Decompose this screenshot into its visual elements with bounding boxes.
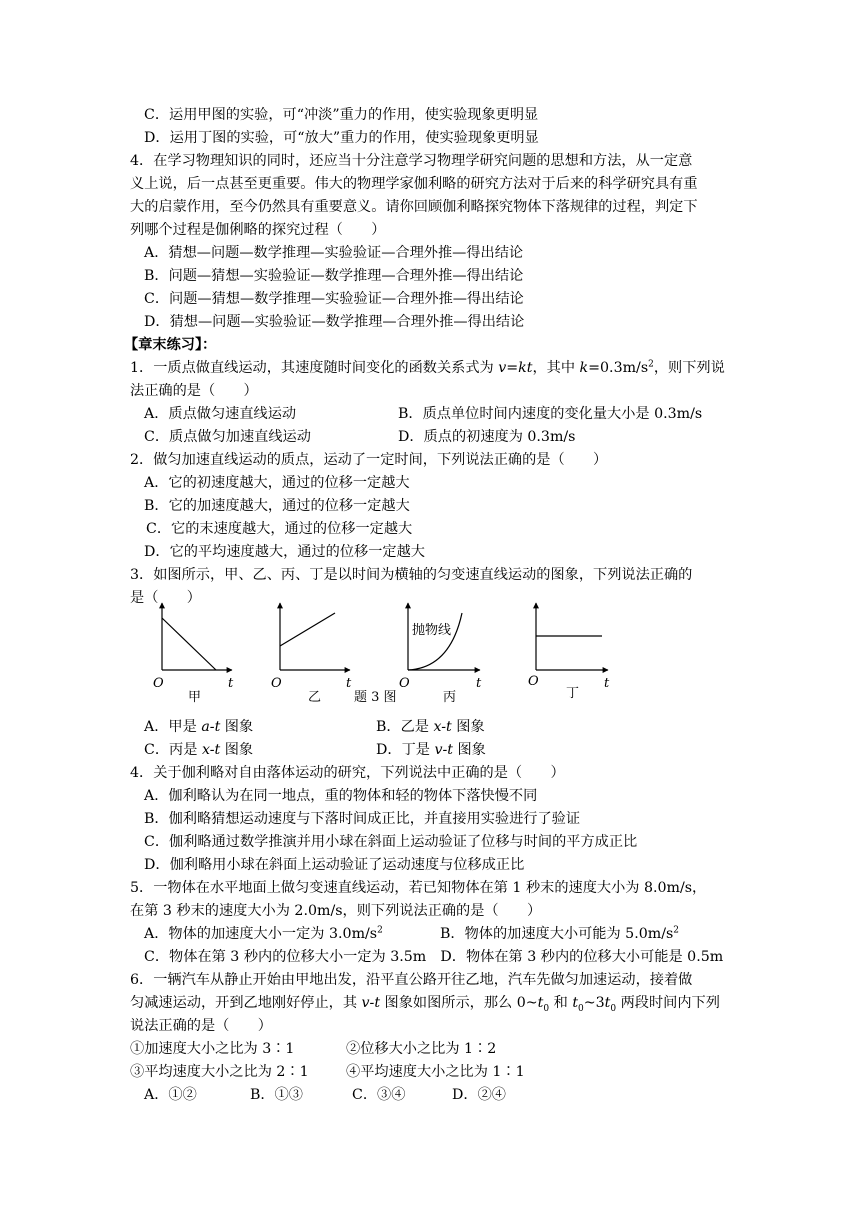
graph-jia-line bbox=[162, 618, 216, 670]
q1-superscript: 2 bbox=[648, 359, 654, 370]
graph-yi-line bbox=[280, 613, 335, 646]
text-line: 5．一物体在水平地面上做匀变速直线运动，若已知物体在第 1 秒末的速度大小为 8.0m/s， bbox=[130, 880, 707, 896]
q3-opt-d-tail: 图象 bbox=[452, 742, 486, 758]
q3-opt-b: B．乙是 bbox=[376, 719, 434, 735]
option-line: A．①② bbox=[144, 1087, 197, 1103]
section-heading: 【章末练习】： bbox=[124, 337, 217, 353]
q3-opt-b-tail: 图象 bbox=[451, 719, 485, 735]
option-line bbox=[144, 717, 253, 737]
axis-t-label: t bbox=[228, 676, 234, 691]
graph-figure bbox=[150, 598, 630, 708]
question-1-line bbox=[130, 358, 725, 378]
q6-sub: 0 bbox=[578, 1003, 584, 1014]
text-line: 2．做匀加速直线运动的质点，运动了一定时间，下列说法正确的是（ ） bbox=[130, 452, 608, 468]
question-6-line bbox=[130, 993, 720, 1019]
option-line: A．质点做匀速直线运动 bbox=[144, 406, 297, 422]
axis-t-label: t bbox=[476, 676, 482, 691]
graph-jia bbox=[162, 603, 232, 670]
q1-text-c: =0.3m/s bbox=[588, 360, 649, 376]
q3-opt-d-var: v-t bbox=[434, 742, 453, 758]
text-line: C．运用甲图的实验，可“冲淡”重力的作用，使实验现象更明显 bbox=[144, 107, 539, 123]
q6-vt: v-t bbox=[361, 995, 381, 1011]
option-line: C．物体在第 3 秒内的位移大小一定为 3.5m D．物体在第 3 秒内的位移大小可能是 0.5m bbox=[144, 949, 724, 965]
q3-opt-a-var: a-t bbox=[201, 719, 221, 735]
graph-yi-label: 乙 bbox=[308, 690, 322, 705]
graph-bing-label: 丙 bbox=[443, 690, 457, 705]
q6-t: t bbox=[572, 995, 579, 1011]
q1-text: 1．一质点做直线运动，其速度随时间变化的函数关系式为 bbox=[130, 360, 499, 376]
text-line: 3．如图所示，甲、乙、丙、丁是以时间为横轴的匀变速直线运动的图象，下列说法正确的 bbox=[130, 567, 693, 583]
graph-yi bbox=[280, 603, 350, 670]
q6-text-b: 图象如图所示，那么 0~ bbox=[380, 995, 538, 1011]
q6-text-d: ~3 bbox=[583, 995, 605, 1011]
q6-sub: 0 bbox=[610, 1003, 617, 1014]
statement-line: ③平均速度大小之比为 2∶1 bbox=[130, 1064, 309, 1080]
option-line: B．问题—猜想—实验验证—数学推理—合理外推—得出结论 bbox=[144, 268, 524, 284]
q3-opt-d: D．丁是 bbox=[376, 742, 435, 758]
text-line: 4．在学习物理知识的同时，还应当十分注意学习物理学研究问题的思想和方法，从一定意 bbox=[130, 153, 693, 169]
graph-ding-label: 丁 bbox=[566, 686, 580, 701]
option-line bbox=[376, 717, 485, 737]
q1-eq: = bbox=[506, 360, 519, 376]
text-line: 列哪个过程是伽俐略的探究过程（ ） bbox=[130, 222, 386, 238]
q5-opt-a-sup: 2 bbox=[377, 925, 383, 936]
option-line bbox=[144, 924, 383, 944]
graph-jia-label: 甲 bbox=[188, 690, 202, 705]
q3-opt-a: A．甲是 bbox=[144, 719, 202, 735]
axis-origin-label: O bbox=[153, 676, 164, 691]
option-line bbox=[440, 924, 679, 944]
option-line: B．它的加速度越大，通过的位移一定越大 bbox=[144, 498, 410, 514]
option-line bbox=[144, 740, 253, 760]
q1-var-k: k bbox=[579, 360, 589, 376]
axis-t-label: t bbox=[604, 676, 610, 691]
q6-text-c: 和 bbox=[549, 995, 573, 1011]
parabola-label: 抛物线 bbox=[412, 623, 452, 638]
option-line: D．它的平均速度越大，通过的位移一定越大 bbox=[144, 544, 425, 560]
option-line: C．伽利略通过数学推演并用小球在斜面上运动验证了位移与时间的平方成正比 bbox=[144, 834, 638, 850]
q3-opt-c-tail: 图象 bbox=[220, 742, 254, 758]
option-line: C．质点做匀加速直线运动 bbox=[144, 429, 311, 445]
text-line: 是（ ） bbox=[130, 590, 201, 606]
text-line: 在第 3 秒末的速度大小为 2.0m/s，则下列说法正确的是（ ） bbox=[130, 903, 542, 919]
axis-t-label: t bbox=[346, 676, 352, 691]
q5-opt-b-sup: 2 bbox=[673, 925, 679, 936]
option-line: D．质点的初速度为 0.3m/s bbox=[398, 429, 576, 445]
text-line: D．运用丁图的实验，可“放大”重力的作用，使实验现象更明显 bbox=[144, 130, 539, 146]
text-line: 6．一辆汽车从静止开始由甲地出发，沿平直公路开往乙地，汽车先做匀加速运动，接着做 bbox=[130, 972, 693, 988]
figure-caption: 题 3 图 bbox=[354, 690, 397, 705]
q6-sub: 0 bbox=[543, 1003, 550, 1014]
option-line: D．伽利略用小球在斜面上运动验证了运动速度与位移成正比 bbox=[144, 857, 525, 873]
q5-opt-a: A．物体的加速度大小一定为 3.0m/s bbox=[144, 926, 378, 942]
option-line: A．伽利略认为在同一地点，重的物体和轻的物体下落快慢不同 bbox=[144, 788, 538, 804]
text-line: 大的启蒙作用，至今仍然具有重要意义。请你回顾伽利略探究物体下落规律的过程，判定下 bbox=[130, 199, 698, 215]
option-line bbox=[376, 740, 486, 760]
axis-origin-label: O bbox=[528, 674, 539, 689]
q5-opt-b: B．物体的加速度大小可能为 5.0m/s bbox=[440, 926, 674, 942]
axis-origin-label: O bbox=[399, 676, 410, 691]
option-line: B．伽利略猜想运动速度与下落时间成正比，并直接用实验进行了验证 bbox=[144, 811, 581, 827]
q1-text-b: ，其中 bbox=[532, 360, 580, 376]
q3-opt-b-var: x-t bbox=[433, 719, 452, 735]
statement-line: ①加速度大小之比为 3∶1 bbox=[130, 1041, 295, 1057]
option-line: A．猜想—问题—数学推理—实验验证—合理外推—得出结论 bbox=[144, 245, 524, 261]
option-line: C．问题—猜想—数学推理—实验验证—合理外推—得出结论 bbox=[144, 291, 524, 307]
q6-text-e: 两段时间内下列 bbox=[616, 995, 720, 1011]
q3-opt-c: C．丙是 bbox=[144, 742, 202, 758]
option-line: A．它的初速度越大，通过的位移一定越大 bbox=[144, 475, 410, 491]
text-line: 法正确的是（ ） bbox=[130, 383, 258, 399]
text-line: 4．关于伽利略对自由落体运动的研究，下列说法中正确的是（ ） bbox=[130, 765, 565, 781]
option-line: D．②④ bbox=[452, 1087, 506, 1103]
q1-text-d: ，则下列说 bbox=[653, 360, 725, 376]
statement-line: ④平均速度大小之比为 1∶1 bbox=[346, 1064, 525, 1080]
text-line: 说法正确的是（ ） bbox=[130, 1018, 272, 1034]
axis-origin-label: O bbox=[271, 676, 282, 691]
q1-var-kt: kt bbox=[518, 360, 533, 376]
option-line: B．质点单位时间内速度的变化量大小是 0.3m/s bbox=[398, 406, 703, 422]
q1-var-v: v bbox=[498, 360, 507, 376]
q3-opt-a-tail: 图象 bbox=[220, 719, 254, 735]
q6-t: t bbox=[604, 995, 611, 1011]
graph-ding bbox=[536, 603, 608, 670]
option-line: B．①③ bbox=[250, 1087, 303, 1103]
q3-opt-c-var: x-t bbox=[201, 742, 221, 758]
option-line: C．③④ bbox=[352, 1087, 406, 1103]
q6-t: t bbox=[537, 995, 544, 1011]
option-line: C．它的末速度越大，通过的位移一定越大 bbox=[146, 521, 413, 537]
q6-text: 匀减速运动，开到乙地刚好停止，其 bbox=[130, 995, 362, 1011]
option-line: D．猜想—问题—实验验证—数学推理—合理外推—得出结论 bbox=[144, 314, 525, 330]
text-line: 义上说，后一点甚至更重要。伟大的物理学家伽利略的研究方法对于后来的科学研究具有重 bbox=[130, 176, 698, 192]
statement-line: ②位移大小之比为 1∶2 bbox=[346, 1041, 497, 1057]
